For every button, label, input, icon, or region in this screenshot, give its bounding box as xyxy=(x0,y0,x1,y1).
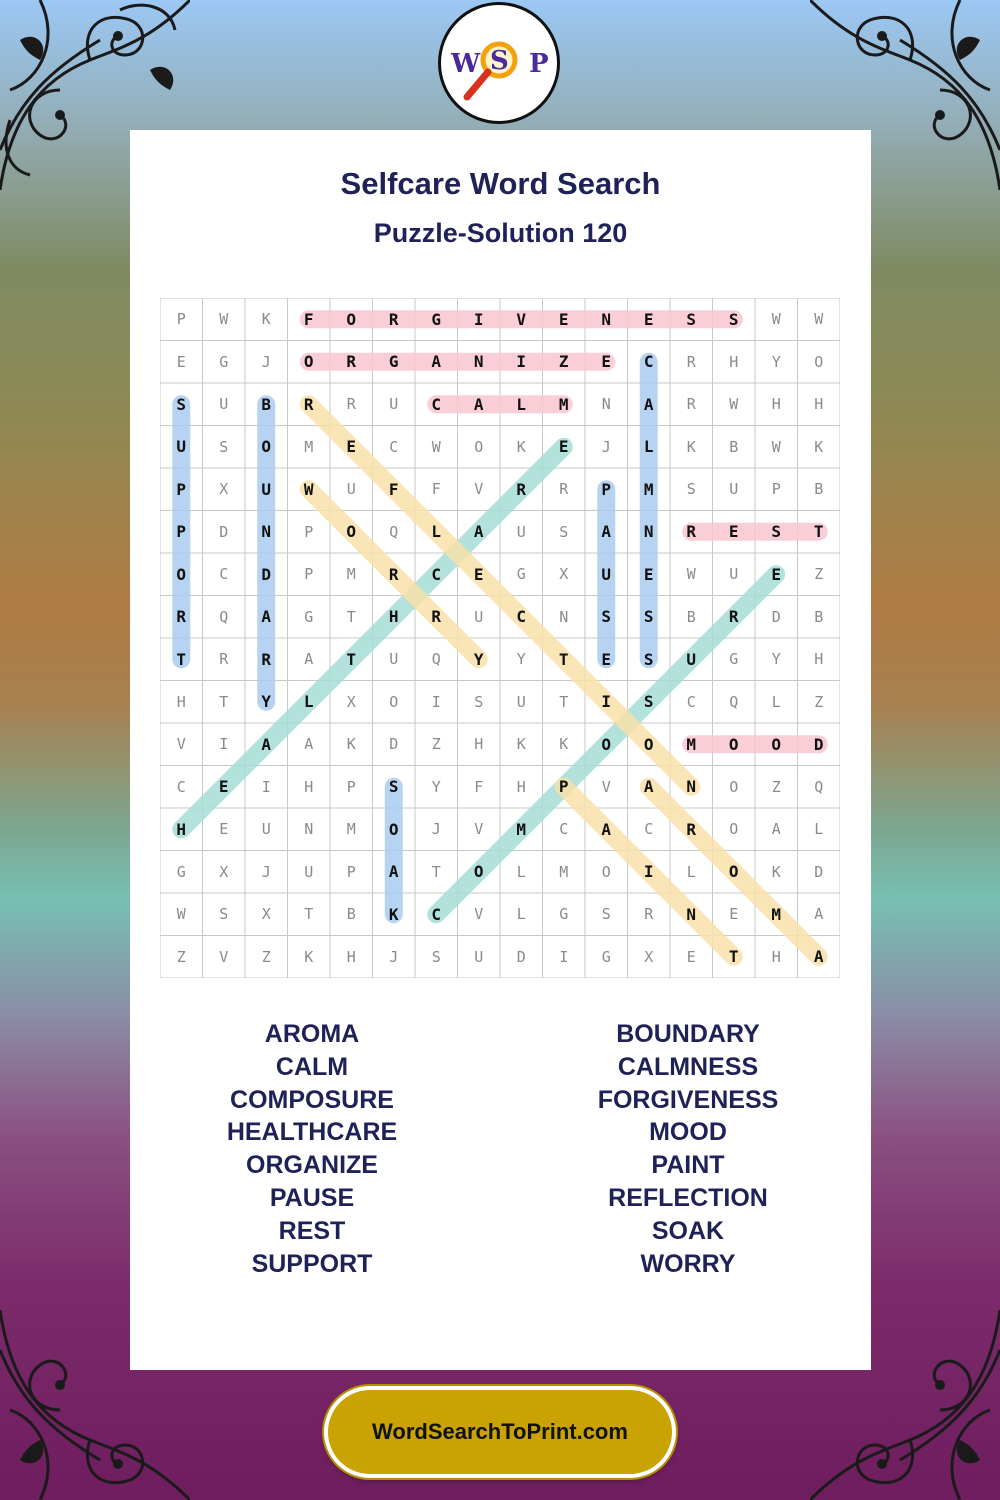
grid-letter: U xyxy=(304,862,314,881)
puzzle-panel xyxy=(130,130,871,1370)
grid-letter: D xyxy=(261,564,272,584)
grid-letter: D xyxy=(516,947,526,966)
grid-letter: O xyxy=(473,862,484,882)
grid-letter: N xyxy=(601,395,611,414)
grid-letter: O xyxy=(346,309,357,329)
grid-letter: D xyxy=(219,522,229,541)
grid-letter: R xyxy=(431,607,442,627)
grid-letter: R xyxy=(686,522,697,542)
grid-letter: N xyxy=(643,522,654,542)
grid-letter: V xyxy=(474,905,484,924)
word-list-item: CALMNESS xyxy=(617,1052,759,1081)
grid-letter: I xyxy=(559,947,569,966)
grid-letter: P xyxy=(346,777,356,796)
word-list-item: REST xyxy=(278,1216,346,1245)
logo-letter-s: S xyxy=(490,46,509,76)
grid-letter: S xyxy=(643,692,654,712)
word-list-left xyxy=(162,1018,462,1280)
grid-letter: T xyxy=(176,649,187,669)
grid-letter: N xyxy=(686,777,697,797)
grid-letter: O xyxy=(771,734,782,754)
grid-letter: C xyxy=(643,352,654,372)
grid-letter: R xyxy=(644,905,654,924)
grid-letter: G xyxy=(388,352,399,372)
grid-letter: L xyxy=(303,692,314,712)
grid-letter: K xyxy=(559,735,569,754)
logo-letter-p: P xyxy=(529,49,549,79)
grid-letter: S xyxy=(601,607,612,627)
grid-letter: U xyxy=(516,692,526,711)
grid-letter: S xyxy=(686,480,696,499)
grid-letter: E xyxy=(558,437,569,457)
grid-letter: H xyxy=(474,735,484,754)
grid-letter: O xyxy=(729,820,739,839)
grid-letter: T xyxy=(728,947,739,967)
grid-letter: B xyxy=(346,905,356,924)
grid-letter: L xyxy=(814,820,824,839)
grid-letter: P xyxy=(304,565,314,584)
grid-letter: N xyxy=(559,607,569,626)
grid-letter: E xyxy=(346,437,357,457)
grid-letter: O xyxy=(303,352,314,372)
grid-letter: P xyxy=(558,777,569,797)
grid-letter: H xyxy=(304,777,314,796)
grid-letter: C xyxy=(644,820,654,839)
grid-letter: E xyxy=(218,777,229,797)
grid-letter: W xyxy=(176,905,186,924)
grid-letter: K xyxy=(388,904,399,924)
grid-letter: O xyxy=(729,777,739,796)
grid-letter: O xyxy=(601,734,612,754)
grid-letter: T xyxy=(558,649,569,669)
grid-letter: J xyxy=(431,820,441,839)
word-list-item: REFLECTION xyxy=(608,1183,768,1212)
grid-letter: E xyxy=(219,820,229,839)
word-list-item: CALM xyxy=(275,1052,349,1081)
grid-letter: K xyxy=(516,735,526,754)
grid-letter: I xyxy=(219,735,229,754)
grid-letter: C xyxy=(389,437,399,456)
grid-letter: W xyxy=(303,479,314,499)
grid-letter: O xyxy=(389,692,399,711)
grid-letter: U xyxy=(601,564,612,584)
grid-letter: A xyxy=(261,607,272,627)
grid-letter: J xyxy=(261,862,271,881)
grid-letter: B xyxy=(261,394,272,414)
grid-letter: P xyxy=(176,522,187,542)
grid-letter: Z xyxy=(814,565,824,584)
grid-letter: S xyxy=(431,947,441,966)
grid-letter: R xyxy=(559,480,569,499)
grid-letter: L xyxy=(643,437,654,457)
grid-letter: A xyxy=(601,819,612,839)
word-list-right xyxy=(538,1018,838,1280)
word-list-item: BOUNDARY xyxy=(616,1020,760,1048)
grid-letter: V xyxy=(474,820,484,839)
grid-letter: R xyxy=(686,352,696,371)
grid-letter: X xyxy=(261,905,271,924)
grid-letter: M xyxy=(346,820,356,839)
grid-letter: I xyxy=(601,692,612,712)
grid-letter: P xyxy=(304,522,314,541)
grid-letter: S xyxy=(219,437,229,456)
grid-letter: C xyxy=(431,564,442,584)
grid-letter: T xyxy=(346,607,356,626)
grid-letter: T xyxy=(346,649,357,669)
grid-letter: F xyxy=(431,480,441,499)
word-list-item: WORRY xyxy=(640,1249,736,1278)
grid-letter: Q xyxy=(431,650,441,669)
grid-letter: E xyxy=(643,309,654,329)
grid-letter: E xyxy=(771,564,782,584)
grid-letter: L xyxy=(516,862,526,881)
grid-letter: M xyxy=(346,565,356,584)
grid-letter: M xyxy=(558,394,569,414)
grid-letter: O xyxy=(346,522,357,542)
grid-letter: T xyxy=(431,862,441,881)
grid-letter: S xyxy=(643,607,654,627)
word-list-item: SUPPORT xyxy=(251,1249,373,1278)
grid-letter: L xyxy=(431,522,442,542)
grid-letter: P xyxy=(771,480,781,499)
grid-letter: E xyxy=(729,905,739,924)
grid-letter: I xyxy=(516,352,527,372)
grid-letter: Q xyxy=(219,607,229,626)
grid-letter: K xyxy=(771,862,781,881)
grid-letter: M xyxy=(643,479,654,499)
grid-letter: K xyxy=(304,947,314,966)
grid-letter: I xyxy=(473,309,484,329)
grid-letter: D xyxy=(389,735,399,754)
grid-letter: N xyxy=(304,820,314,839)
grid-letter: J xyxy=(261,352,271,371)
grid-letter: R xyxy=(388,564,399,584)
grid-letter: W xyxy=(219,310,229,329)
grid-letter: H xyxy=(346,947,356,966)
grid-letter: R xyxy=(176,607,187,627)
grid-letter: Z xyxy=(558,352,569,372)
grid-letter: Q xyxy=(814,777,824,796)
grid-letter: Q xyxy=(729,692,739,711)
grid-letter: S xyxy=(601,905,611,924)
grid-letter: U xyxy=(346,480,356,499)
word-list-item: SOAK xyxy=(651,1216,725,1245)
grid-letter: U xyxy=(389,650,399,669)
grid-letter: E xyxy=(601,649,612,669)
grid-letter: U xyxy=(389,395,399,414)
grid-letter: S xyxy=(176,394,187,414)
grid-letter: N xyxy=(686,904,697,924)
grid-letter: O xyxy=(643,734,654,754)
grid-letter: A xyxy=(431,352,442,372)
grid-letter: E xyxy=(558,309,569,329)
grid-letter: R xyxy=(728,607,739,627)
grid-letter: L xyxy=(516,394,527,414)
grid-letter: J xyxy=(601,437,611,456)
grid-letter: E xyxy=(728,522,739,542)
grid-letter: A xyxy=(473,522,484,542)
grid-letter: S xyxy=(474,692,484,711)
grid-letter: X xyxy=(219,480,229,499)
grid-letter: Z xyxy=(176,947,186,966)
grid-letter: H xyxy=(388,607,399,627)
grid-letter: N xyxy=(473,352,484,372)
grid-letter: A xyxy=(388,862,399,882)
grid-letter: P xyxy=(346,862,356,881)
grid-letter: A xyxy=(771,820,781,839)
grid-letter: C xyxy=(559,820,569,839)
grid-letter: U xyxy=(261,820,271,839)
grid-letter: H xyxy=(176,819,187,839)
grid-letter: F xyxy=(388,479,399,499)
grid-letter: A xyxy=(643,777,654,797)
grid-letter: U xyxy=(474,947,484,966)
grid-letter: X xyxy=(219,862,229,881)
grid-letter: E xyxy=(686,947,696,966)
grid-letter: A xyxy=(814,905,824,924)
grid-letter: R xyxy=(686,395,696,414)
grid-letter: E xyxy=(176,352,186,371)
grid-letter: X xyxy=(644,947,654,966)
grid-letter: X xyxy=(346,692,356,711)
grid-letter: W xyxy=(686,565,696,584)
grid-letter: O xyxy=(601,862,611,881)
word-list-item: ORGANIZE xyxy=(246,1151,378,1180)
grid-letter: D xyxy=(813,734,824,754)
grid-letter: B xyxy=(814,480,824,499)
grid-letter: L xyxy=(516,905,526,924)
grid-letter: M xyxy=(304,437,314,456)
grid-letter: H xyxy=(771,947,781,966)
grid-letter: A xyxy=(601,522,612,542)
grid-letter: R xyxy=(346,395,356,414)
grid-letter: C xyxy=(219,565,229,584)
word-search-grid xyxy=(160,298,840,978)
grid-letter: U xyxy=(261,479,272,499)
logo-letter-w: W xyxy=(451,49,481,79)
grid-letter: O xyxy=(814,352,824,371)
grid-letter: S xyxy=(728,309,739,329)
grid-letter: U xyxy=(729,480,739,499)
grid-letter: Z xyxy=(431,735,441,754)
grid-letter: P xyxy=(601,479,612,499)
grid-letter: V xyxy=(474,480,484,499)
grid-letter: S xyxy=(686,309,697,329)
grid-letter: G xyxy=(559,905,569,924)
grid-letter: M xyxy=(516,819,527,839)
page-subtitle: Puzzle-Solution 120 xyxy=(373,218,628,248)
grid-letter: Y xyxy=(261,692,272,712)
grid-letter: H xyxy=(516,777,526,796)
grid-letter: U xyxy=(686,649,697,669)
grid-letter: I xyxy=(261,777,271,796)
grid-letter: K xyxy=(346,735,356,754)
word-list-item: HEALTHCARE xyxy=(226,1118,398,1147)
grid-letter: K xyxy=(516,437,526,456)
grid-letter: W xyxy=(431,437,441,456)
grid-letter: C xyxy=(516,607,527,627)
grid-letter: H xyxy=(176,692,186,711)
grid-letter: M xyxy=(559,862,569,881)
grid-letter: E xyxy=(601,352,612,372)
grid-letter: G xyxy=(304,607,314,626)
grid-letter: J xyxy=(389,947,399,966)
grid-letter: A xyxy=(304,650,314,669)
grid-letter: M xyxy=(686,734,697,754)
grid-letter: V xyxy=(601,777,611,796)
grid-letter: F xyxy=(474,777,484,796)
grid-letter: M xyxy=(771,904,782,924)
grid-letter: C xyxy=(431,904,442,924)
website-link-button[interactable]: WordSearchToPrint.com xyxy=(324,1386,676,1478)
page-title: Selfcare Word Search xyxy=(340,166,661,201)
grid-letter: K xyxy=(814,437,824,456)
grid-letter: R xyxy=(516,479,527,499)
grid-letter: T xyxy=(219,692,229,711)
grid-letter: V xyxy=(516,309,527,329)
grid-letter: R xyxy=(346,352,357,372)
grid-letter: E xyxy=(473,564,484,584)
grid-letter: L xyxy=(771,692,781,711)
grid-letter: X xyxy=(559,565,569,584)
grid-letter: W xyxy=(771,310,781,329)
grid-letter: G xyxy=(601,947,611,966)
grid-letter: K xyxy=(686,437,696,456)
grid-letter: R xyxy=(388,309,399,329)
grid-letter: C xyxy=(431,394,442,414)
grid-letter: I xyxy=(643,862,654,882)
grid-letter: A xyxy=(473,394,484,414)
grid-letter: D xyxy=(814,862,824,881)
grid-letter: G xyxy=(219,352,229,371)
grid-letter: U xyxy=(516,522,526,541)
grid-letter: Z xyxy=(261,947,271,966)
grid-letter: P xyxy=(176,310,186,329)
grid-letter: W xyxy=(729,395,739,414)
grid-letter: G xyxy=(729,650,739,669)
grid-letter: S xyxy=(388,777,399,797)
grid-letter: V xyxy=(219,947,229,966)
grid-letter: C xyxy=(176,777,186,796)
grid-letter: R xyxy=(261,649,272,669)
grid-letter: Y xyxy=(473,649,484,669)
grid-letter: T xyxy=(304,905,314,924)
grid-letter: S xyxy=(771,522,782,542)
grid-letter: T xyxy=(813,522,824,542)
grid-letter: O xyxy=(728,862,739,882)
grid-letter: H xyxy=(814,395,824,414)
grid-letter: B xyxy=(729,437,739,456)
grid-letter: N xyxy=(261,522,272,542)
grid-letter: F xyxy=(303,309,314,329)
word-list-item: PAINT xyxy=(651,1151,725,1180)
grid-letter: S xyxy=(643,649,654,669)
grid-letter: G xyxy=(176,862,186,881)
grid-letter: A xyxy=(813,947,824,967)
grid-letter: U xyxy=(474,607,484,626)
grid-letter: Q xyxy=(389,522,399,541)
grid-letter: Y xyxy=(516,650,526,669)
grid-letter: R xyxy=(219,650,229,669)
grid-letter: N xyxy=(601,309,612,329)
grid-letter: O xyxy=(261,437,272,457)
grid-letter: O xyxy=(176,564,187,584)
grid-letter: Y xyxy=(771,352,781,371)
grid-letter: A xyxy=(304,735,314,754)
grid-letter: O xyxy=(728,734,739,754)
grid-letter: Z xyxy=(771,777,781,796)
word-list-item: AROMA xyxy=(264,1020,360,1048)
grid-letter: L xyxy=(686,862,696,881)
grid-letter: A xyxy=(643,394,654,414)
grid-letter: C xyxy=(686,692,696,711)
grid-letter: U xyxy=(219,395,229,414)
grid-letter: B xyxy=(686,607,696,626)
grid-letter: H xyxy=(771,395,781,414)
grid-letter: Y xyxy=(771,650,781,669)
grid-letter: W xyxy=(771,437,781,456)
grid-letter: H xyxy=(729,352,739,371)
grid-letter: S xyxy=(559,522,569,541)
grid-letter: T xyxy=(559,692,569,711)
grid-letter: U xyxy=(729,565,739,584)
word-list-item: PAUSE xyxy=(269,1183,355,1212)
grid-letter: R xyxy=(303,394,314,414)
grid-letter: O xyxy=(474,437,484,456)
grid-letter: S xyxy=(219,905,229,924)
grid-letter: B xyxy=(814,607,824,626)
grid-letter: P xyxy=(176,479,187,499)
grid-letter: D xyxy=(771,607,781,626)
word-list-item: FORGIVENESS xyxy=(597,1085,779,1114)
grid-letter: R xyxy=(686,819,697,839)
grid-letter: Y xyxy=(431,777,441,796)
grid-letter: K xyxy=(261,310,271,329)
grid-letter: I xyxy=(431,692,441,711)
word-list-item: MOOD xyxy=(649,1118,727,1147)
grid-letter: U xyxy=(176,437,187,457)
grid-letter: H xyxy=(814,650,824,669)
grid-letter: O xyxy=(388,819,399,839)
grid-letter: W xyxy=(814,310,824,329)
word-list-item: COMPOSURE xyxy=(230,1085,394,1114)
grid-letter: G xyxy=(431,309,442,329)
site-logo xyxy=(438,2,560,124)
grid-letter: Z xyxy=(814,692,824,711)
grid-letter: V xyxy=(176,735,186,754)
grid-letter: G xyxy=(516,565,526,584)
grid-letter: E xyxy=(643,564,654,584)
grid-letter: A xyxy=(261,734,272,754)
